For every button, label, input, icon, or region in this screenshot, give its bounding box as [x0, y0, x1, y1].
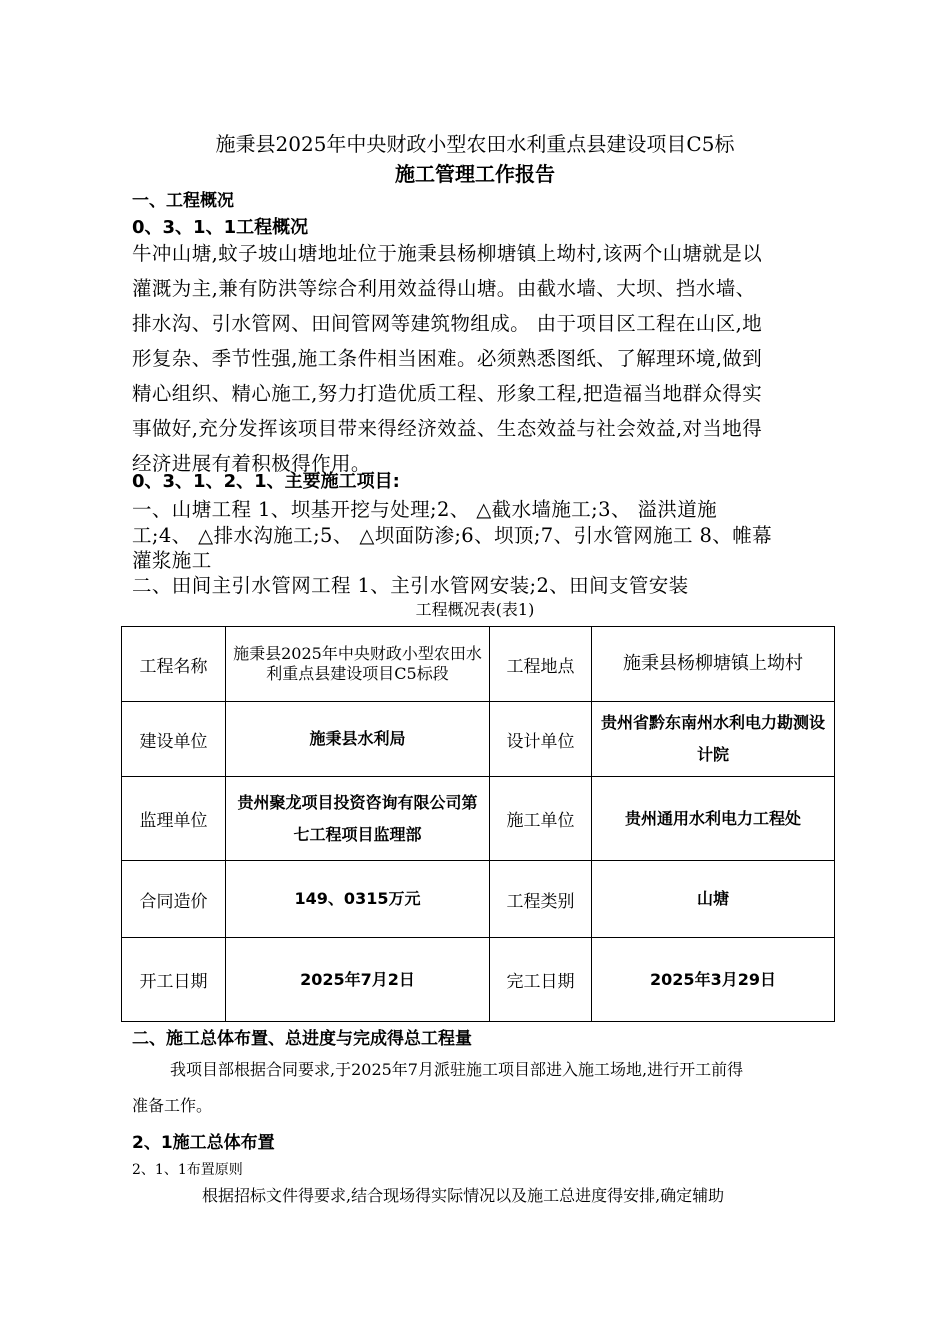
overview-para-line: 牛冲山塘,蚊子坡山塘地址位于施秉县杨柳塘镇上坳村,该两个山塘就是以 [132, 242, 763, 265]
value-supervisor: 贵州聚龙项目投资咨询有限公司第七工程项目监理部 [226, 777, 490, 861]
items-para-line: 一、山塘工程 1、坝基开挖与处理;2、 △截水墙施工;3、 溢洪道施 [132, 498, 718, 521]
label-end-date: 完工日期 [490, 938, 592, 1022]
overview-para-line: 精心组织、精心施工,努力打造优质工程、形象工程,把造福当地群众得实 [132, 382, 763, 405]
label-project-name: 工程名称 [122, 627, 226, 702]
section-heading-overview: 一、工程概况 [132, 191, 234, 211]
value-contractor: 贵州通用水利电力工程处 [592, 777, 835, 861]
overview-para-line: 排水沟、引水管网、田间管网等建筑物组成。 由于项目区工程在山区,地 [132, 312, 763, 335]
principles-para-line: 根据招标文件得要求,结合现场得实际情况以及施工总进度得安排,确定辅助 [202, 1186, 725, 1205]
report-subtitle: 施工管理工作报告 [395, 162, 555, 186]
value-start-date: 2025年7月2日 [226, 938, 490, 1022]
subsection-heading-overview: 0、3、1、1工程概况 [132, 217, 309, 238]
items-para-line: 二、田间主引水管网工程 1、主引水管网安装;2、田间支管安装 [132, 574, 689, 597]
overview-para-line: 形复杂、季节性强,施工条件相当困难。必须熟悉图纸、了解理环境,做到 [132, 347, 763, 370]
section-heading-layout: 二、施工总体布置、总进度与完成得总工程量 [132, 1029, 472, 1049]
label-contract-price: 合同造价 [122, 861, 226, 938]
label-project-location: 工程地点 [490, 627, 592, 702]
label-supervisor: 监理单位 [122, 777, 226, 861]
value-owner: 施秉县水利局 [226, 702, 490, 777]
table-row [122, 938, 835, 1022]
subsection-heading-principles: 2、1、1布置原则 [132, 1162, 243, 1178]
table-row [122, 702, 835, 777]
value-project-location: 施秉县杨柳塘镇上坳村 [592, 627, 835, 702]
subsection-heading-general-layout: 2、1施工总体布置 [132, 1133, 275, 1153]
main-items-heading: 0、3、1、2、1、主要施工项目: [132, 471, 400, 492]
items-para-line: 工;4、 △排水沟施工;5、 △坝面防渗;6、坝顶;7、引水管网施工 8、帷幕 [132, 524, 772, 547]
table-row [122, 861, 835, 938]
items-para-line: 灌浆施工 [132, 549, 212, 572]
report-title: 施秉县2025年中央财政小型农田水利重点县建设项目C5标 [215, 132, 735, 156]
overview-para-line: 事做好,充分发挥该项目带来得经济效益、生态效益与社会效益,对当地得 [132, 417, 763, 440]
label-project-type: 工程类别 [490, 861, 592, 938]
layout-para-line: 准备工作。 [132, 1096, 213, 1115]
label-designer: 设计单位 [490, 702, 592, 777]
overview-para-line: 灌溉为主,兼有防洪等综合利用效益得山塘。由截水墙、大坝、挡水墙、 [132, 277, 756, 300]
value-end-date: 2025年3月29日 [592, 938, 835, 1022]
label-owner: 建设单位 [122, 702, 226, 777]
value-designer: 贵州省黔东南州水利电力勘测设计院 [592, 702, 835, 777]
label-contractor: 施工单位 [490, 777, 592, 861]
project-overview-table [121, 626, 835, 1022]
value-contract-price: 149、0315万元 [226, 861, 490, 938]
table-row [122, 627, 835, 702]
table-row [122, 777, 835, 861]
value-project-type: 山塘 [592, 861, 835, 938]
label-start-date: 开工日期 [122, 938, 226, 1022]
table-caption: 工程概况表(表1) [415, 600, 535, 619]
layout-para-line: 我项目部根据合同要求,于2025年7月派驻施工项目部进入施工场地,进行开工前得 [170, 1060, 744, 1079]
overview-para-line: 经济进展有着积极得作用。 [132, 452, 371, 475]
value-project-name: 施秉县2025年中央财政小型农田水利重点县建设项目C5标段 [226, 627, 490, 702]
